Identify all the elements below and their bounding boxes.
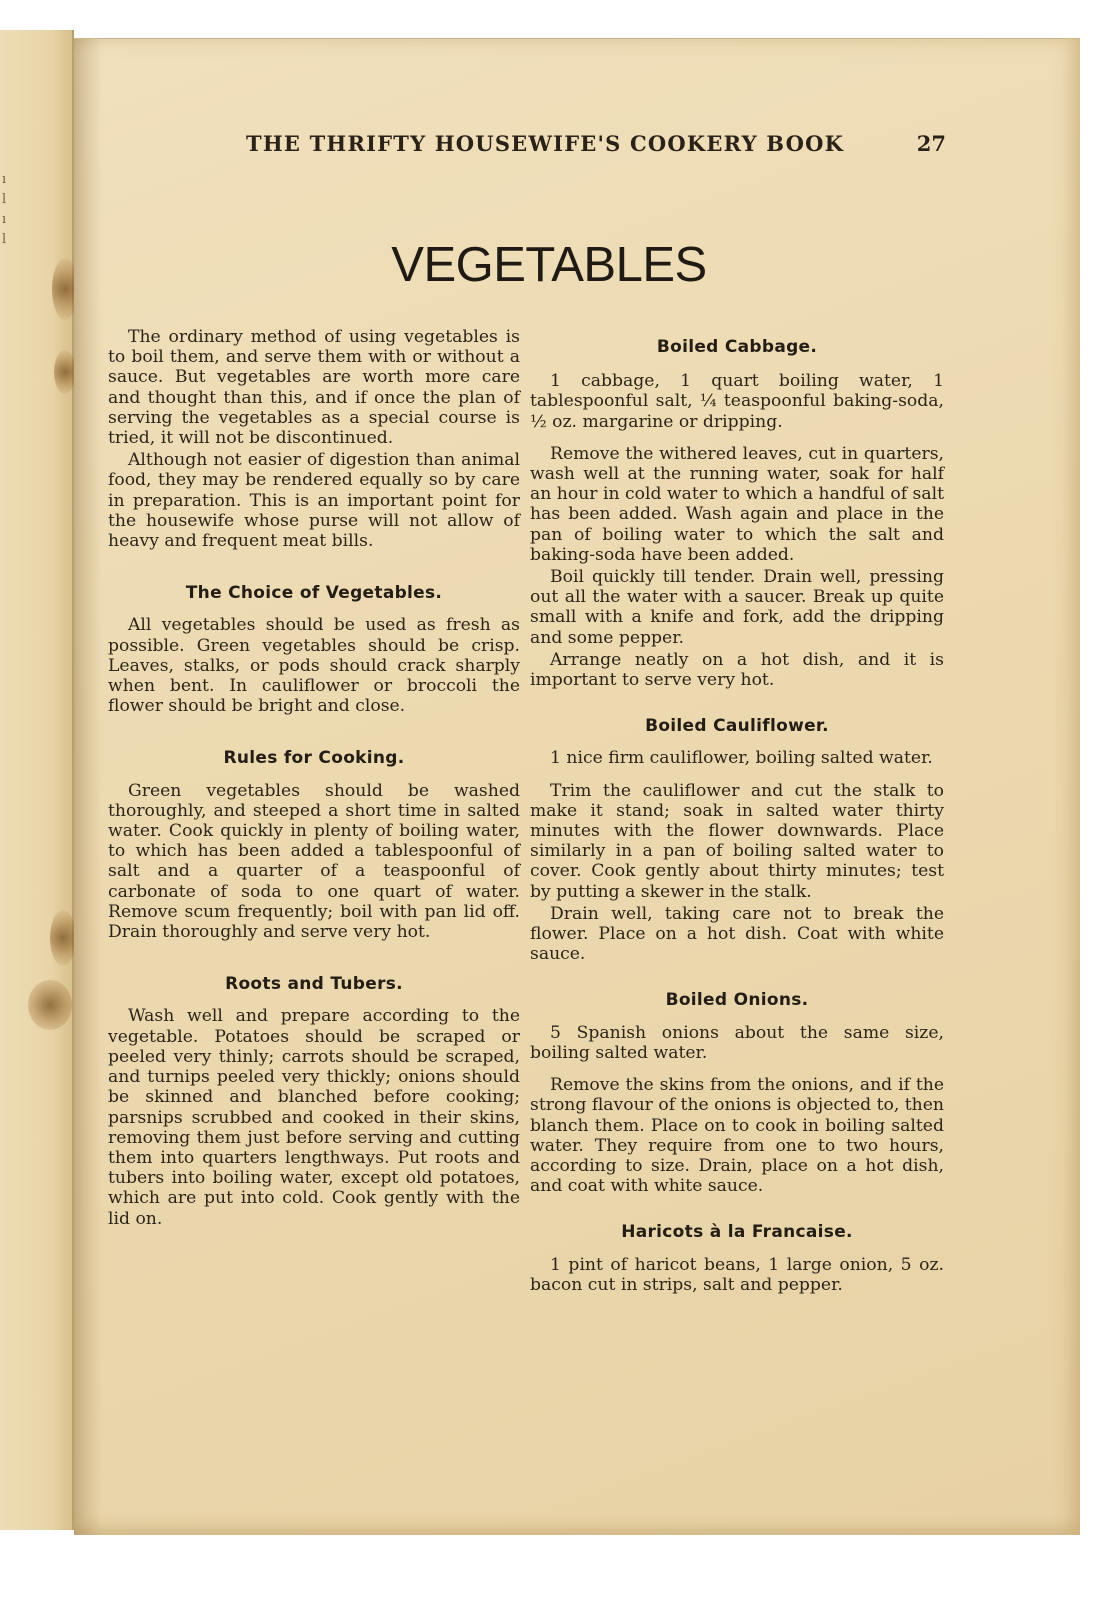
rust-stain: [54, 350, 76, 394]
rust-stain: [28, 980, 72, 1030]
onions-ingredients: 5 Spanish onions about the same size, boiling salted water.: [530, 1022, 944, 1063]
choice-paragraph: All vegetables should be used as fresh as possible. Green vegetables should be crisp. Leaves, stalks, or pods should crack sharply when bent. In cauliflower or broccoli the flower should be bright and close.: [108, 615, 520, 717]
cauliflower-step: Drain well, taking care not to break the flower. Place on a hot dish. Coat with white sauce.: [530, 903, 944, 965]
cabbage-step: Boil quickly till tender. Drain well, pressing out all the water with a saucer. Break up quite small with a knife and fork, add the dripping and some pepper.: [530, 567, 944, 648]
page-number: 27: [916, 131, 946, 156]
bleed-through-text: ı: [2, 172, 7, 187]
book-page: [74, 38, 1080, 1535]
page-title: VEGETABLES: [391, 238, 707, 292]
right-column: [530, 337, 944, 1295]
gutter-shadow: [74, 39, 102, 1535]
choice-heading: The Choice of Vegetables.: [185, 583, 443, 604]
cabbage-step: Arrange neatly on a hot dish, and it is important to serve very hot.: [530, 649, 944, 691]
running-title: THE THRIFTY HOUSEWIFE'S COOKERY BOOK: [246, 131, 845, 156]
cauliflower-ingredients: 1 nice firm cauliflower, boiling salted water.: [550, 748, 933, 769]
cabbage-heading: Boiled Cabbage.: [656, 337, 818, 357]
roots-heading: Roots and Tubers.: [225, 974, 403, 995]
cabbage-step: Remove the withered leaves, cut in quarters, wash well at the running water, soak for half an hour in cold water to which a handful of salt has been added. Wash again and place in the pan of boiling water to which the salt and baking-soda have been added.: [530, 443, 944, 565]
bleed-through-text: l: [2, 192, 7, 207]
haricots-ingredients: 1 pint of haricot beans, 1 large onion, 5 oz. bacon cut in strips, salt and pepper.: [530, 1254, 944, 1295]
rules-paragraph: Green vegetables should be washed thoroughly, and steeped a short time in salted water. Cook quickly in plenty of boiling water, to which has been added a tablespoonful of salt and a quarter of a teaspoonful of carbonate of soda to one quart of water. Remove scum frequently; boil with pan lid off. Drain thoroughly and serve very hot.: [108, 780, 520, 943]
running-header: [246, 131, 946, 156]
cabbage-ingredients: 1 cabbage, 1 quart boiling water, 1 tablespoonful salt, ¼ teaspoonful baking-soda, ½ oz. margarine or dripping.: [530, 371, 944, 432]
roots-paragraph: Wash well and prepare according to the vegetable. Potatoes should be scraped or peeled very thinly; carrots should be scraped, and turnips peeled very thickly; onions should be skinned and blanched before cooking; parsnips scrubbed and cooked in their skins, removing them just before serving and cutting them into quarters lengthways. Put roots and tubers into boiling water, except old potatoes, which are put into cold. Cook gently with the lid on.: [108, 1006, 520, 1229]
rules-heading: Rules for Cooking.: [223, 748, 405, 769]
haricots-heading: Haricots à la Francaise.: [621, 1222, 853, 1243]
onions-heading: Boiled Onions.: [665, 990, 809, 1011]
cauliflower-step: Trim the cauliflower and cut the stalk to make it stand; soak in salted water thirty minutes with the flower downwards. Place similarly in a pan of boiling salted water to cover. Cook gently about thirty minutes; test by putting a skewer in the stalk.: [530, 780, 944, 902]
onions-step: Remove the skins from the onions, and if the strong flavour of the onions is objected to, then blanch them. Place on to cook in boiling salted water. They require from one to two hours, according to size. Drain, place on a hot dish, and coat with white sauce.: [530, 1075, 944, 1197]
left-column: [108, 327, 520, 1229]
bleed-through-text: ı: [2, 212, 7, 227]
cauliflower-heading: Boiled Cauliflower.: [645, 716, 829, 737]
intro-paragraph: Although not easier of digestion than animal food, they may be rendered equally so by care in preparation. This is an important point for the housewife whose purse will not allow of heavy and frequent meat bills.: [108, 450, 520, 552]
rust-stain: [50, 910, 76, 966]
intro-paragraph: The ordinary method of using vegetables is to boil them, and serve them with or without a sauce. But vegetables are worth more care and thought than this, and if once the plan of serving the vegetables as a special course is tried, it will not be discontinued.: [108, 327, 520, 449]
previous-page-edge: [0, 30, 74, 1530]
bleed-through-text: l: [2, 232, 7, 247]
